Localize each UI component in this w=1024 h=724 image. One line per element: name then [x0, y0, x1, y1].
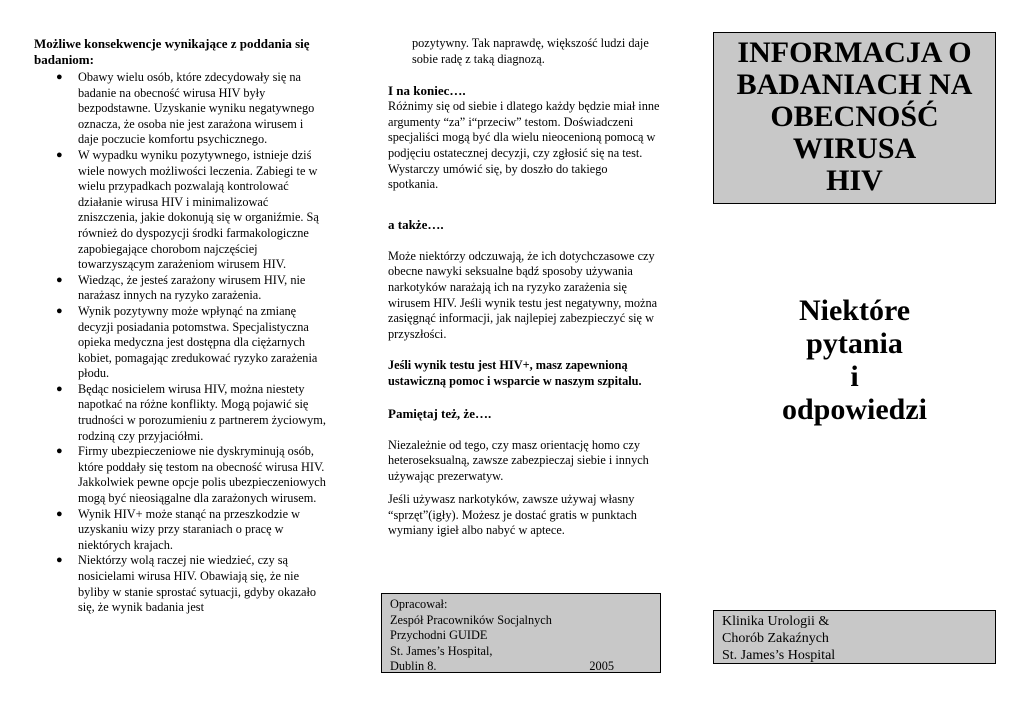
- title-line: BADANIACH NA: [736, 68, 973, 101]
- continuation-text: pozytywny. Tak naprawdę, większość ludzi daje sobie radę z taką diagnozą.: [412, 36, 649, 66]
- finally-heading: I na koniec….: [388, 83, 466, 99]
- list-item: ● Wynik HIV+ może stanąć na przeszkodzie w uzyskaniu wizy przy staraniach o pracę w niektórych krajach.: [56, 506, 300, 552]
- title-line: WIRUSA: [792, 132, 917, 165]
- author-address-row: [390, 659, 652, 675]
- clinic-box: [713, 610, 996, 664]
- author-label: Opracował:: [390, 597, 448, 611]
- list-item: ● W wypadku wyniku pozytywnego, istnieje dziś wiele nowych możliwości leczenia. Zabiegi te w wielu przypadkach pozwalają kontrolować działanie wirusa HIV i minimalizować zniszczenia, jakie dokonują się w organiźmie. Są również do dyspozycji środki farmakologiczne zapobiegające chorobom najczęściej towarzyszącym zarażeniom wirusem HIV.: [56, 147, 319, 272]
- author-clinic: Przychodni GUIDE: [390, 628, 488, 643]
- subtitle-line: i: [850, 360, 859, 393]
- title-line: OBECNOŚĆ: [770, 100, 939, 133]
- consequences-list: [34, 70, 326, 616]
- clinic-line: St. James’s Hospital: [722, 648, 836, 663]
- remember-heading: Pamiętaj też, że….: [388, 405, 492, 421]
- list-item: ● Wiedząc, że jesteś zarażony wirusem HIV, nie narażasz innych na ryzyko zarażenia.: [56, 272, 306, 303]
- list-item: ● Niektórzy wolą raczej nie wiedzieć, czy są nosicielami wirusa HIV. Obawiają się, że nie byliby w stanie sprostać sytuacji, gdyby okazało się, że wynik badania jest: [56, 553, 317, 615]
- bullet-icon: ●: [56, 382, 63, 395]
- title-line: INFORMACJA O: [737, 36, 972, 69]
- author-team: Zespół Pracowników Socjalnych: [390, 612, 552, 627]
- remember-paragraph-2: Jeśli używasz narkotyków, zawsze używaj własny “sprzęt”(igły). Możesz je dostać gratis w punktach wymiany igieł albo nabyć w aptece.: [388, 492, 637, 538]
- bullet-icon: ●: [56, 148, 63, 161]
- author-city: Dublin 8.: [390, 659, 437, 674]
- subtitle: [713, 294, 996, 426]
- consequences-heading: Możliwe konsekwencje wynikające z poddania się badaniom:: [34, 36, 310, 67]
- bullet-icon: ●: [56, 507, 63, 520]
- remember-paragraph-1: Niezależnie od tego, czy masz orientację homo czy heteroseksualną, zawsze zabezpieczaj siebie i innych używając prezerwatyw.: [388, 437, 649, 483]
- bullet-icon: ●: [56, 71, 63, 83]
- consequences-column: [34, 36, 326, 616]
- subtitle-line: Niektóre: [798, 294, 911, 327]
- clinic-line: Klinika Urologii &: [722, 614, 830, 629]
- bullet-icon: ●: [56, 304, 63, 317]
- author-year: 2005: [589, 659, 614, 674]
- author-box: [381, 593, 661, 673]
- bullet-icon: ●: [56, 273, 63, 286]
- list-item: ● Wynik pozytywny może wpłynąć na zmianę decyzji posiadania potomstwa. Specjalistyczna opieka medyczna jest dostępna dla ciężarnych kobiet, pomagając zredukować ryzyko zarażenia płodu.: [56, 303, 318, 381]
- list-item: ● Firmy ubezpieczeniowe nie dyskryminują osób, które poddały się testom na obecność wirusa HIV. Jakkolwiek pewne opcje polis ubezpieczeniowych mogą być nieosiągalne dla zarażonych wirusem.: [56, 444, 326, 506]
- author-hospital: St. James’s Hospital,: [390, 643, 493, 658]
- title-box: [713, 32, 996, 204]
- subtitle-line: odpowiedzi: [781, 393, 928, 426]
- info-column: [388, 36, 660, 539]
- support-paragraph: Jeśli wynik testu jest HIV+, masz zapewnioną ustawiczną pomoc i wsparcie w naszym szpitalu.: [388, 358, 642, 388]
- bullet-icon: ●: [56, 445, 63, 458]
- subtitle-line: pytania: [806, 327, 903, 360]
- also-heading: a także….: [388, 216, 444, 232]
- bullet-icon: ●: [56, 554, 63, 567]
- title-line: HIV: [826, 164, 883, 197]
- list-item: ● Będąc nosicielem wirusa HIV, można niestety napotkać na różne konflikty. Mogą pojawić się trudności w porozumieniu z partnerem życiowym, rodziną czy przyjaciółmi.: [56, 381, 326, 443]
- clinic-line: Chorób Zakaźnych: [722, 631, 829, 646]
- also-paragraph: Może niektórzy odczuwają, że ich dotychczasowe czy obecne nawyki seksualne bądź sposoby używania narkotyków narażają ich na ryzyko zarażenia się wirusem HIV. Jeśli wynik testu jest negatywny, można zasięgnąć informacji, jak najlepiej zabezpieczyć się w przyszłości.: [388, 248, 658, 341]
- list-item: ● Obawy wielu osób, które zdecydowały się na badanie na obecność wirusa HIV były bezpodstawne. Uzyskanie wyniku negatywnego oznacza, że osoba nie jest zarażona wirusem i daje poczucie komfortu psychicznego.: [56, 70, 315, 147]
- finally-paragraph: Różnimy się od siebie i dlatego każdy będzie miał inne argumenty “za” i“przeciw” testom. Doświadczeni specjaliści mogą być dla wielu nieocenioną pomocą w podjęciu ostatecznej decyzji, czy zgłosić się na test. Wystarczy umówić się, by doszło do takiego spotkania.: [388, 99, 660, 192]
